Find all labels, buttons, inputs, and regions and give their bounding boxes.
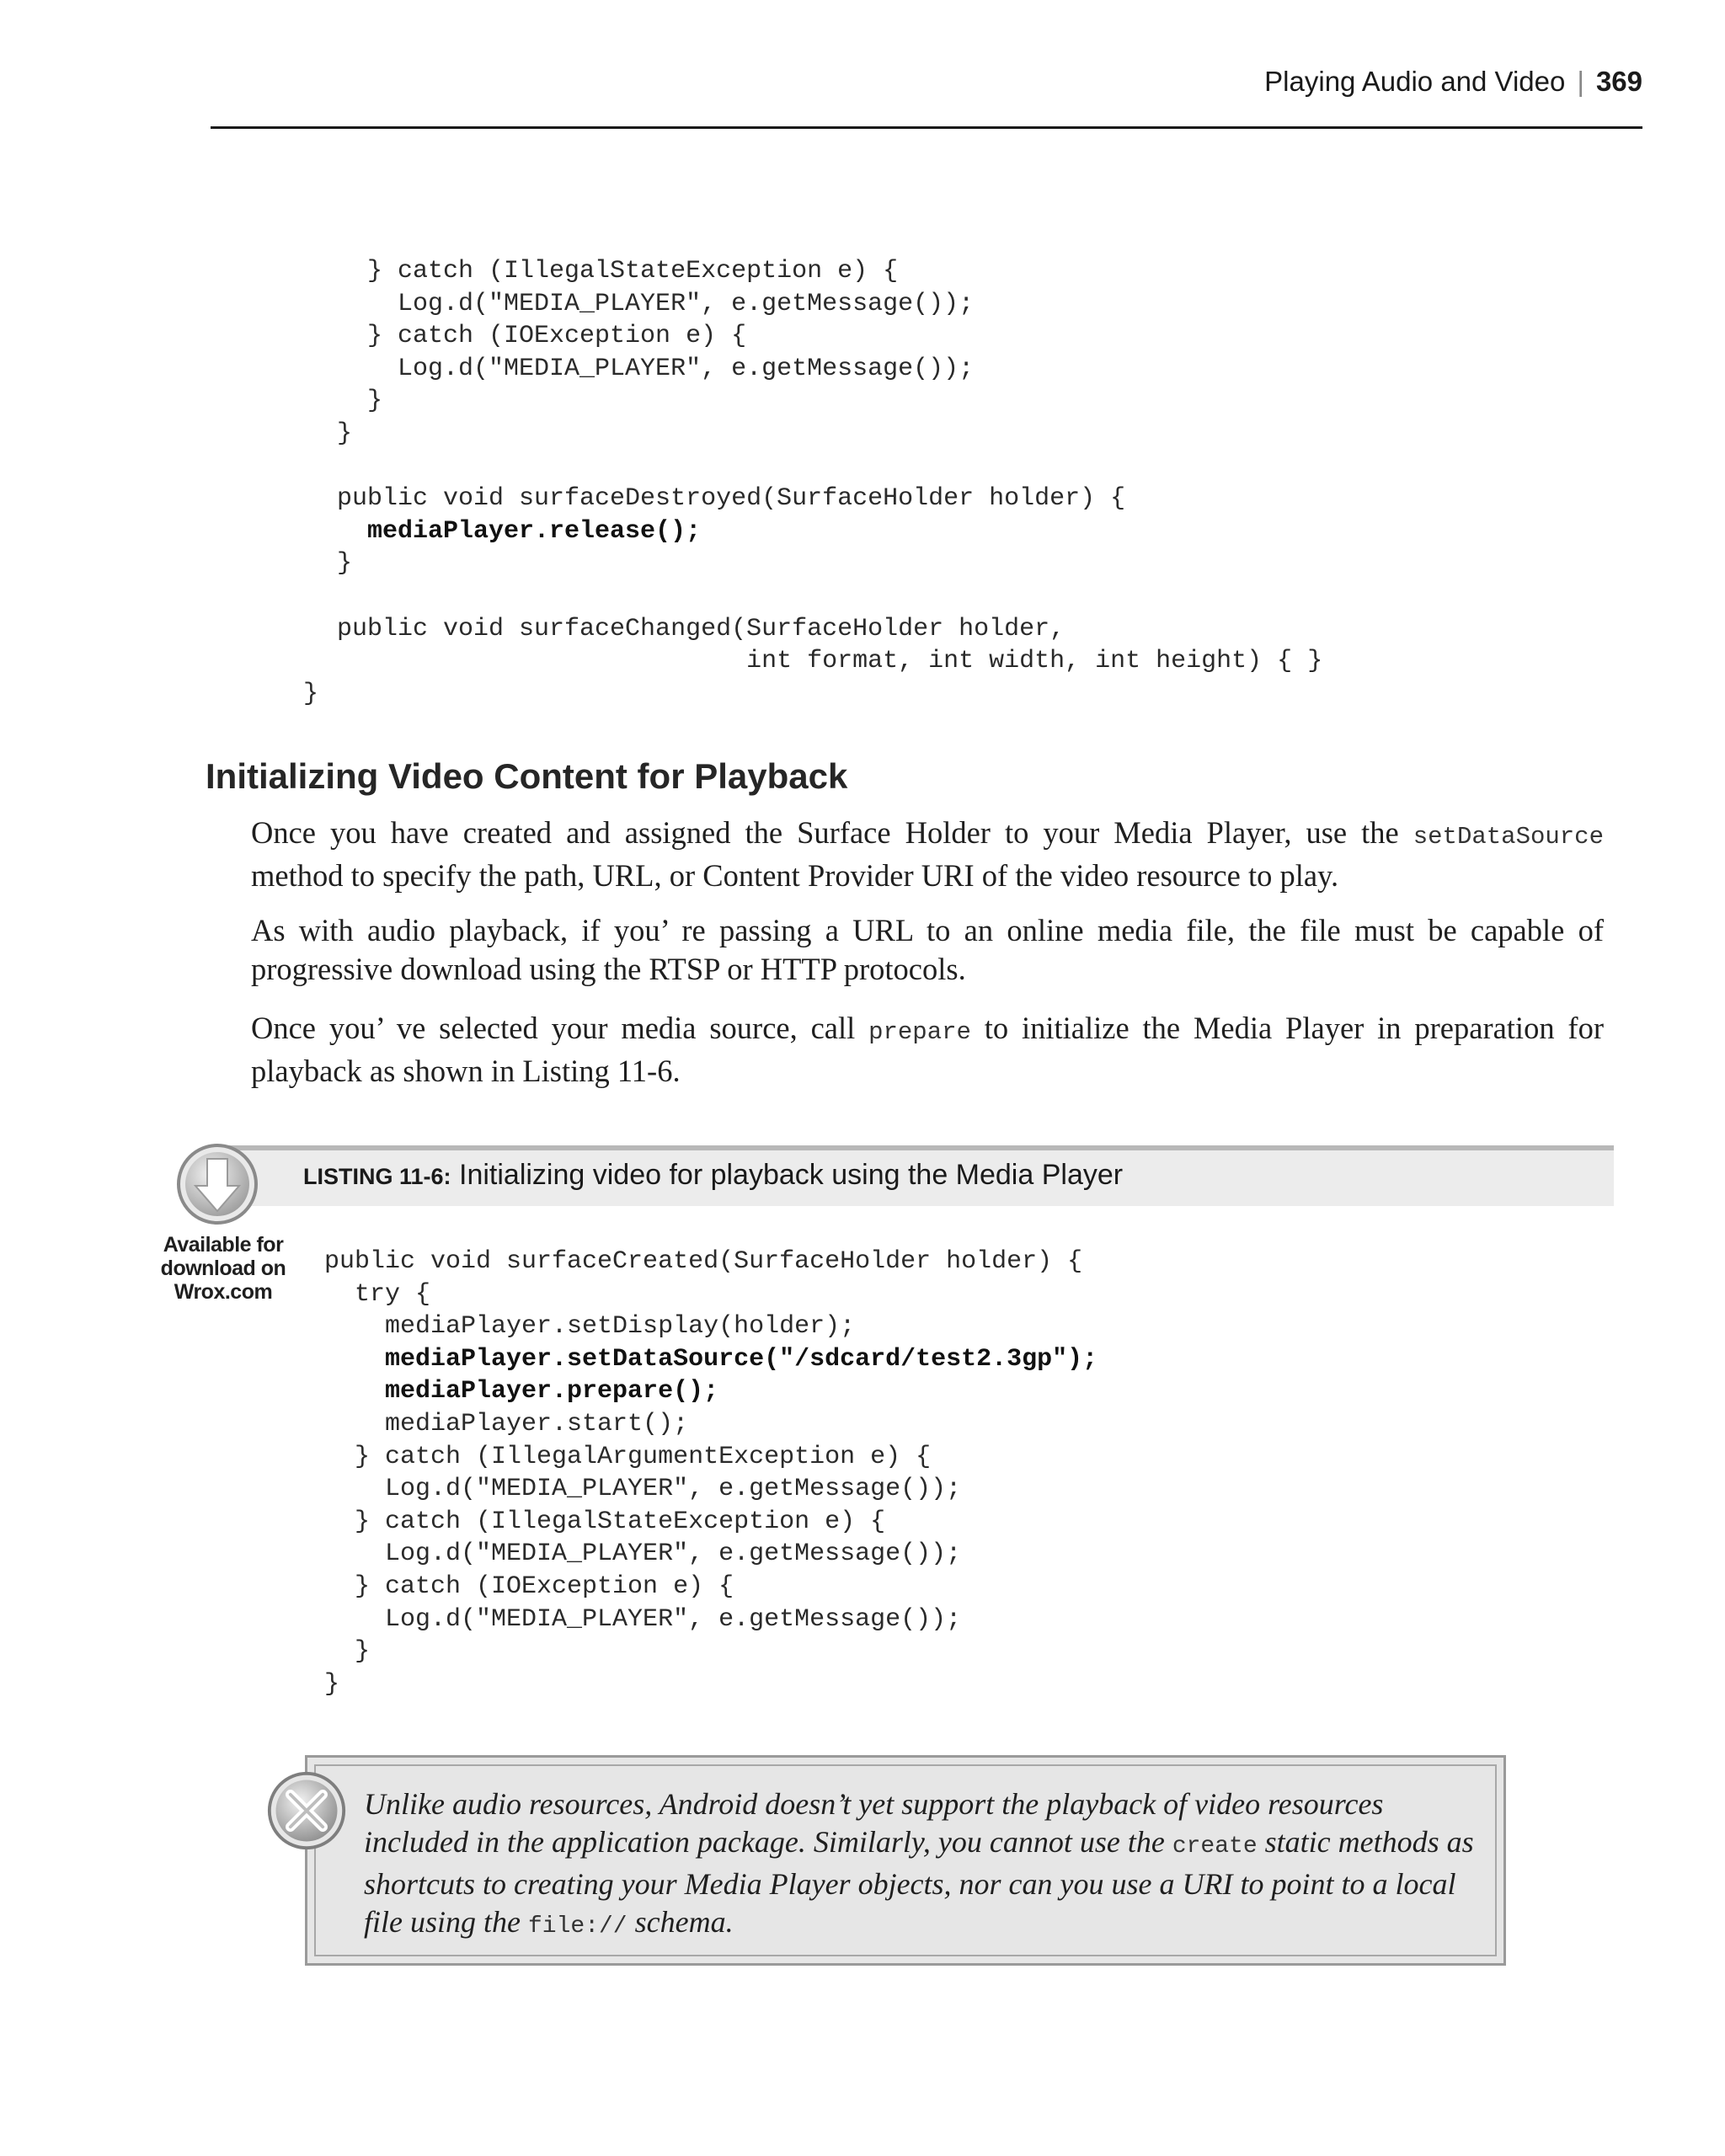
note-text: static methods as shortcuts to creating your Media Player objects, nor can you use a URI to point to a local file using the <box>364 1825 1474 1939</box>
inline-code-setDataSource: setDataSource <box>1413 823 1604 851</box>
code-line: Log.d("MEDIA_PLAYER", e.getMessage()); <box>337 354 975 383</box>
code-line: } <box>337 549 353 579</box>
download-note-line: download on <box>160 1257 286 1280</box>
note-text: schema. <box>627 1905 734 1939</box>
code-line: public void surfaceChanged(SurfaceHolder holder, <box>337 614 1065 643</box>
inline-code-create: create <box>1172 1833 1258 1860</box>
listing-title <box>303 1159 1123 1192</box>
download-note-line: Wrox.com <box>174 1280 273 1304</box>
inline-code-file-scheme: file:// <box>527 1913 628 1940</box>
code-line: Log.d("MEDIA_PLAYER", e.getMessage()); <box>324 1540 962 1569</box>
inline-code-prepare: prepare <box>868 1018 971 1046</box>
code-line <box>337 451 1322 483</box>
code-line: } catch (IllegalArgumentException e) { <box>324 1442 932 1471</box>
paragraph-text: to initialize the Media Player in preparation for playback as shown in Listing 11-6. <box>251 1011 1604 1088</box>
page-number: 369 <box>1595 66 1642 97</box>
download-arrow-icon <box>175 1142 259 1226</box>
code-line: } <box>324 1637 371 1667</box>
code-line: try { <box>324 1279 431 1309</box>
header-rule <box>211 126 1642 129</box>
paragraph-prepare <box>251 1009 1604 1091</box>
code-line: mediaPlayer.setDisplay(holder); <box>324 1312 856 1342</box>
section-heading: Initializing Video Content for Playback <box>206 756 848 796</box>
header-separator: | <box>1577 66 1584 97</box>
code-block-continuation <box>303 255 1323 710</box>
code-line: mediaPlayer.start(); <box>324 1409 689 1438</box>
code-line: } <box>337 419 353 448</box>
code-line: mediaPlayer.prepare(); <box>324 1377 719 1406</box>
listing-label: LISTING 11-6: <box>303 1164 451 1189</box>
paragraph-progressive-download: As with audio playback, if you’ re passing a URL to an online media file, the file must be capable of progressive download using the RTSP or HTTP protocols. <box>251 913 1604 986</box>
code-line: } catch (IllegalStateException e) { <box>337 257 899 286</box>
code-line: Log.d("MEDIA_PLAYER", e.getMessage()); <box>324 1475 962 1504</box>
code-line: } <box>324 1669 340 1699</box>
code-line <box>337 580 1322 613</box>
code-line: Log.d("MEDIA_PLAYER", e.getMessage()); <box>337 289 975 318</box>
code-line: } <box>303 679 319 708</box>
code-line: } catch (IOException e) { <box>337 322 747 351</box>
paragraph-set-data-source <box>251 814 1604 895</box>
code-line: } <box>337 387 383 416</box>
code-block-listing-11-6 <box>324 1246 1097 1700</box>
code-line: Log.d("MEDIA_PLAYER", e.getMessage()); <box>324 1604 962 1634</box>
running-header <box>211 66 1642 103</box>
section-title: Playing Audio and Video <box>1264 66 1566 97</box>
code-line: public void surfaceCreated(SurfaceHolder holder) { <box>324 1247 1083 1276</box>
note-text: Unlike audio resources, Android doesn’t yet support the playback of video resources included in the application package. Similarly, you cannot use the <box>364 1787 1384 1859</box>
code-line: public void surfaceDestroyed(SurfaceHolder holder) { <box>337 484 1126 514</box>
paragraph-text: Once you’ ve selected your media source, call <box>251 1011 869 1045</box>
paragraph-text: Once you have created and assigned the Surface Holder to your Media Player, use the <box>251 815 1413 850</box>
code-line: int format, int width, int height) { } <box>337 647 1323 676</box>
download-note <box>152 1233 295 1304</box>
warning-x-icon <box>266 1770 347 1851</box>
code-line: mediaPlayer.setDataSource("/sdcard/test2.3gp"); <box>324 1344 1098 1374</box>
code-line: } catch (IOException e) { <box>324 1572 734 1601</box>
listing-caption: Initializing video for playback using the Media Player <box>459 1159 1124 1191</box>
paragraph-text: method to specify the path, URL, or Content Provider URI of the video resource to play. <box>251 858 1339 893</box>
warning-note-text <box>364 1785 1476 1945</box>
code-line: } catch (IllegalStateException e) { <box>324 1507 886 1536</box>
code-line: mediaPlayer.release(); <box>337 516 702 546</box>
download-note-line: Available for <box>163 1233 284 1257</box>
